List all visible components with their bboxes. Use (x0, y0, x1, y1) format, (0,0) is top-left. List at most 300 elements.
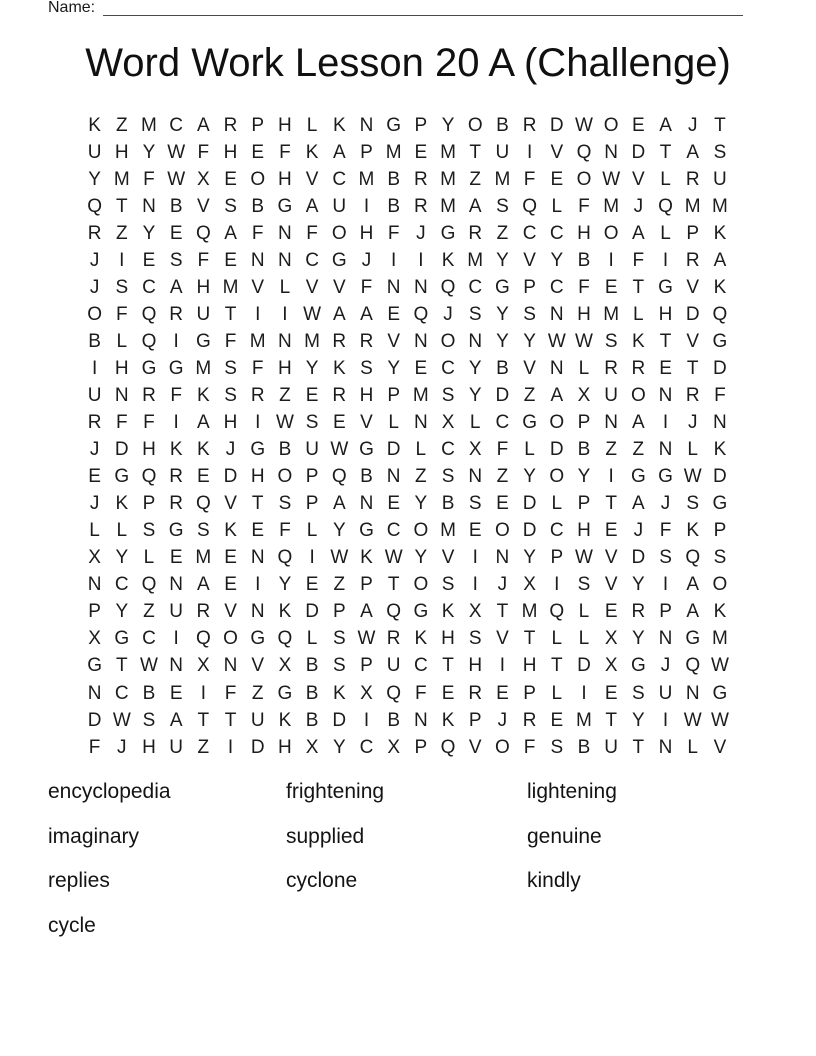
grid-letter: G (250, 628, 266, 650)
grid-letter: Q (277, 547, 293, 569)
grid-letter: M (440, 520, 456, 542)
grid-letter: S (468, 303, 482, 325)
grid-letter: L (116, 330, 128, 352)
grid-letter: R (685, 249, 700, 271)
grid-letter: S (713, 141, 727, 163)
grid-letter: R (87, 222, 102, 244)
grid-letter: P (523, 682, 536, 704)
grid-letter: K (713, 222, 727, 244)
grid-letter: A (332, 303, 346, 325)
grid-letter: N (658, 736, 673, 758)
grid-letter: Q (195, 222, 211, 244)
grid-letter: K (278, 601, 292, 623)
grid-letter: Z (333, 574, 346, 596)
puzzle-title: Word Work Lesson 20 A (Challenge) (85, 41, 731, 85)
grid-letter: S (224, 357, 237, 379)
grid-letter: C (549, 520, 564, 542)
grid-letter: A (224, 222, 237, 244)
grid-letter: S (332, 628, 346, 650)
grid-letter: K (197, 439, 210, 461)
grid-letter: O (250, 168, 266, 190)
grid-letter: B (305, 709, 319, 731)
grid-letter: A (169, 709, 183, 731)
grid-letter: W (112, 709, 131, 731)
grid-letter: R (87, 412, 102, 434)
grid-letter: U (604, 384, 619, 406)
grid-letter: A (686, 601, 700, 623)
grid-letter: B (169, 195, 183, 217)
grid-letter: O (467, 114, 483, 136)
grid-letter: Y (115, 547, 129, 569)
grid-letter: S (632, 682, 645, 704)
grid-letter: D (713, 357, 727, 379)
grid-letter: M (440, 195, 456, 217)
grid-letter: C (386, 520, 401, 542)
grid-letter: T (605, 493, 617, 515)
grid-letter: G (630, 655, 646, 677)
grid-letter: B (88, 330, 101, 352)
grid-letter: Y (523, 466, 536, 488)
grid-letter: I (309, 547, 315, 569)
grid-letter: U (713, 168, 727, 190)
grid-letter: P (142, 493, 156, 515)
grid-letter: V (604, 574, 618, 596)
grid-letter: P (468, 709, 482, 731)
grid-letter: U (87, 141, 102, 163)
grid-letter: N (114, 384, 129, 406)
grid-letter: E (169, 682, 183, 704)
grid-letter: A (332, 493, 346, 515)
grid-letter: H (114, 141, 129, 163)
grid-letter: M (576, 709, 592, 731)
grid-letter: Z (115, 114, 128, 136)
grid-letter: E (169, 547, 183, 569)
grid-letter: I (173, 330, 179, 352)
grid-letter: P (577, 412, 591, 434)
grid-letter: L (578, 628, 590, 650)
grid-letter: O (277, 466, 293, 488)
grid-letter: A (332, 141, 346, 163)
grid-letter: I (363, 709, 370, 731)
name-blank-line (103, 0, 743, 16)
grid-letter: G (712, 493, 728, 515)
grid-letter: R (685, 384, 700, 406)
grid-letter: R (169, 466, 184, 488)
grid-letter: I (608, 466, 614, 488)
grid-letter: T (442, 655, 454, 677)
grid-letter: C (522, 222, 537, 244)
grid-letter: D (631, 141, 646, 163)
grid-letter: Y (414, 493, 428, 515)
grid-letter: Y (496, 330, 509, 352)
grid-letter: W (547, 330, 566, 352)
grid-letter: O (549, 466, 565, 488)
grid-letter: H (278, 736, 292, 758)
grid-letter: S (224, 195, 237, 217)
grid-letter: S (278, 493, 292, 515)
grid-letter: L (687, 736, 698, 758)
grid-letter: M (358, 168, 375, 190)
grid-letter: F (170, 384, 182, 406)
grid-letter: N (495, 547, 510, 569)
grid-letter: W (683, 466, 702, 488)
grid-letter: M (603, 303, 620, 325)
grid-letter: R (250, 384, 265, 406)
grid-letter: I (499, 655, 506, 677)
grid-letter: Y (468, 384, 482, 406)
grid-letter: Q (386, 601, 402, 623)
grid-letter: R (169, 493, 184, 515)
grid-letter: T (632, 276, 645, 298)
grid-letter: L (89, 520, 100, 542)
grid-letter: D (631, 547, 646, 569)
grid-letter: E (496, 682, 509, 704)
grid-letter: Z (632, 439, 645, 461)
grid-letter: G (114, 466, 130, 488)
grid-letter: Q (440, 276, 456, 298)
grid-letter: P (305, 493, 319, 515)
grid-letter: P (713, 520, 727, 542)
grid-letter: V (604, 547, 618, 569)
word-list-item: lightening (527, 780, 617, 803)
grid-letter: C (441, 439, 455, 461)
grid-letter: R (169, 303, 184, 325)
grid-letter: O (630, 384, 646, 406)
grid-letter: T (197, 709, 210, 731)
grid-letter: J (660, 493, 671, 515)
grid-letter: A (468, 195, 482, 217)
grid-letter: Q (712, 303, 728, 325)
grid-letter: E (604, 601, 618, 623)
grid-letter: R (386, 628, 401, 650)
grid-letter: F (143, 168, 155, 190)
grid-letter: Y (632, 628, 645, 650)
grid-letter: A (197, 412, 210, 434)
grid-letter: E (468, 520, 482, 542)
grid-letter: Y (632, 709, 645, 731)
grid-letter: N (658, 628, 673, 650)
grid-letter: L (306, 520, 318, 542)
grid-letter: L (551, 682, 563, 704)
grid-letter: F (279, 141, 291, 163)
grid-letter: N (604, 412, 619, 434)
grid-letter: Q (386, 682, 402, 704)
word-list-item: kindly (527, 869, 581, 892)
grid-letter: B (577, 736, 591, 758)
grid-letter: Z (415, 466, 427, 488)
grid-letter: Q (141, 303, 157, 325)
grid-letter: T (523, 628, 536, 650)
grid-letter: D (577, 655, 591, 677)
grid-letter: K (332, 114, 346, 136)
grid-letter: W (330, 439, 349, 461)
grid-letter: B (142, 682, 156, 704)
grid-letter: V (523, 357, 536, 379)
grid-letter: S (305, 412, 319, 434)
grid-letter: R (685, 168, 700, 190)
grid-letter: A (197, 114, 210, 136)
grid-letter: Z (496, 466, 509, 488)
word-list-item: encyclopedia (48, 780, 171, 803)
grid-letter: A (632, 412, 645, 434)
grid-letter: K (88, 114, 101, 136)
grid-letter: S (468, 628, 482, 650)
grid-letter: G (359, 439, 374, 461)
grid-letter: C (549, 276, 564, 298)
grid-letter: Q (549, 601, 565, 623)
grid-letter: G (168, 357, 184, 379)
grid-letter: M (412, 384, 429, 406)
grid-letter: O (87, 303, 102, 325)
grid-letter: W (575, 114, 593, 136)
grid-letter: M (195, 547, 212, 569)
grid-letter: W (357, 628, 376, 650)
grid-letter: U (250, 709, 265, 731)
grid-letter: W (710, 709, 729, 731)
grid-letter: M (521, 601, 538, 623)
grid-letter: I (472, 547, 478, 569)
grid-letter: F (714, 384, 726, 406)
grid-letter: Z (115, 222, 128, 244)
grid-letter: Z (197, 736, 210, 758)
grid-letter: J (660, 655, 671, 677)
grid-letter: T (605, 709, 617, 731)
grid-letter: U (604, 736, 619, 758)
grid-letter: R (142, 384, 156, 406)
name-row (48, 0, 743, 16)
grid-letter: O (549, 412, 565, 434)
word-search-grid (81, 112, 734, 761)
grid-letter: T (632, 736, 645, 758)
grid-letter: I (173, 412, 179, 434)
grid-letter: K (686, 520, 700, 542)
grid-letter: L (551, 195, 563, 217)
grid-letter: C (332, 168, 347, 190)
grid-letter: Q (685, 547, 701, 569)
grid-letter: W (275, 412, 294, 434)
grid-letter: Q (658, 195, 673, 217)
word-list-item: supplied (286, 824, 365, 848)
grid-letter: V (632, 168, 645, 190)
grid-letter: D (250, 736, 265, 758)
grid-letter: A (197, 574, 210, 596)
grid-letter: N (658, 439, 673, 461)
grid-letter: R (359, 330, 374, 352)
grid-letter: W (140, 655, 158, 677)
grid-letter: U (305, 439, 319, 461)
grid-letter: O (603, 222, 619, 244)
grid-letter: H (223, 141, 238, 163)
grid-letter: C (142, 628, 156, 650)
grid-letter: E (197, 466, 210, 488)
grid-letter: H (468, 655, 483, 677)
grid-letter: E (224, 168, 237, 190)
grid-letter: I (119, 249, 125, 271)
grid-letter: L (388, 412, 399, 434)
grid-letter: A (686, 141, 700, 163)
grid-letter: N (87, 682, 102, 704)
grid-letter: V (360, 412, 373, 434)
grid-letter: U (87, 384, 102, 406)
grid-letter: L (306, 114, 318, 136)
word-list-item: replies (48, 869, 110, 892)
grid-letter: T (387, 574, 400, 596)
grid-letter: B (441, 493, 455, 515)
grid-letter: N (278, 249, 292, 271)
grid-letter: E (550, 709, 564, 731)
grid-letter: R (332, 330, 347, 352)
grid-letter: J (416, 222, 426, 244)
grid-letter: A (550, 384, 564, 406)
grid-letter: K (115, 493, 129, 515)
grid-letter: B (305, 655, 319, 677)
grid-letter: Q (413, 303, 429, 325)
grid-letter: S (577, 574, 591, 596)
grid-letter: E (251, 141, 265, 163)
grid-letter: E (305, 384, 319, 406)
grid-letter: F (251, 222, 264, 244)
grid-letter: L (279, 276, 291, 298)
grid-letter: Y (550, 249, 564, 271)
grid-letter: Q (576, 141, 592, 163)
grid-letter: D (386, 439, 401, 461)
grid-letter: R (631, 357, 646, 379)
grid-letter: C (114, 682, 129, 704)
grid-letter: A (713, 249, 727, 271)
grid-letter: S (550, 736, 564, 758)
grid-letter: K (441, 601, 455, 623)
grid-letter: N (87, 574, 102, 596)
grid-letter: S (441, 384, 455, 406)
grid-letter: E (88, 466, 101, 488)
grid-letter: L (143, 547, 155, 569)
grid-letter: G (658, 276, 673, 298)
grid-letter: Z (279, 384, 291, 406)
grid-letter: D (305, 601, 319, 623)
grid-letter: K (414, 628, 428, 650)
grid-letter: S (169, 249, 183, 271)
grid-letter: J (89, 493, 100, 515)
grid-letter: C (413, 655, 428, 677)
grid-letter: E (496, 493, 509, 515)
grid-letter: W (303, 303, 322, 325)
grid-letter: M (385, 141, 402, 163)
grid-letter: X (360, 682, 373, 704)
grid-letter: N (413, 709, 428, 731)
grid-letter: F (578, 195, 590, 217)
grid-letter: K (441, 709, 455, 731)
word-list-item: cycle (48, 913, 96, 937)
grid-letter: P (577, 493, 591, 515)
grid-letter: P (686, 222, 700, 244)
grid-letter: W (330, 547, 349, 569)
word-list-item: genuine (527, 824, 602, 848)
grid-letter: M (304, 330, 320, 352)
grid-letter: Y (142, 141, 156, 163)
grid-letter: D (685, 303, 700, 325)
grid-letter: K (360, 547, 373, 569)
grid-letter: U (658, 682, 673, 704)
grid-letter: G (630, 466, 646, 488)
grid-letter: N (604, 141, 619, 163)
grid-letter: F (360, 276, 373, 298)
grid-letter: G (712, 330, 728, 352)
grid-letter: V (713, 736, 727, 758)
grid-letter: D (87, 709, 102, 731)
grid-letter: E (142, 249, 156, 271)
grid-letter: B (496, 114, 509, 136)
grid-letter: Q (195, 493, 211, 515)
grid-letter: G (522, 412, 537, 434)
grid-letter: T (686, 357, 699, 379)
grid-letter: P (414, 736, 428, 758)
grid-letter: D (549, 114, 564, 136)
grid-letter: L (578, 357, 590, 379)
grid-letter: N (713, 412, 727, 434)
grid-letter: C (468, 276, 483, 298)
grid-letter: N (250, 249, 265, 271)
grid-letter: Q (440, 736, 456, 758)
grid-letter: B (496, 357, 509, 379)
grid-letter: V (305, 276, 319, 298)
grid-letter: H (278, 168, 292, 190)
grid-letter: A (360, 303, 373, 325)
grid-letter: O (440, 330, 456, 352)
grid-letter: L (524, 439, 535, 461)
grid-letter: M (440, 168, 456, 190)
grid-letter: H (278, 357, 292, 379)
grid-letter: Y (115, 601, 129, 623)
grid-letter: Q (277, 628, 293, 650)
grid-letter: E (414, 357, 428, 379)
grid-letter: L (551, 628, 563, 650)
grid-letter: N (169, 655, 184, 677)
grid-letter: R (196, 601, 211, 623)
grid-letter: D (522, 520, 537, 542)
grid-letter: F (279, 520, 291, 542)
grid-letter: C (441, 357, 455, 379)
grid-letter: E (659, 357, 672, 379)
grid-letter: X (468, 439, 482, 461)
grid-letter: F (632, 249, 645, 271)
grid-letter: K (332, 357, 346, 379)
grid-letter: Y (278, 574, 292, 596)
grid-letter: V (441, 547, 455, 569)
grid-letter: J (497, 574, 508, 596)
grid-letter: Z (143, 601, 155, 623)
grid-letter: W (575, 547, 593, 569)
grid-letter: Y (414, 547, 428, 569)
grid-letter: K (332, 682, 346, 704)
grid-letter: J (443, 303, 453, 325)
grid-letter: D (223, 466, 238, 488)
grid-letter: V (305, 168, 319, 190)
grid-letter: D (332, 709, 347, 731)
grid-letter: M (603, 195, 620, 217)
grid-letter: F (197, 141, 210, 163)
grid-letter: T (550, 655, 563, 677)
grid-letter: H (359, 384, 374, 406)
grid-letter: B (305, 682, 319, 704)
grid-letter: E (441, 682, 455, 704)
grid-letter: O (495, 736, 510, 758)
grid-letter: N (278, 330, 292, 352)
word-list-item: cyclone (286, 869, 358, 892)
grid-letter: X (88, 547, 101, 569)
grid-letter: K (169, 439, 183, 461)
grid-letter: O (413, 574, 429, 596)
grid-letter: R (413, 195, 428, 217)
